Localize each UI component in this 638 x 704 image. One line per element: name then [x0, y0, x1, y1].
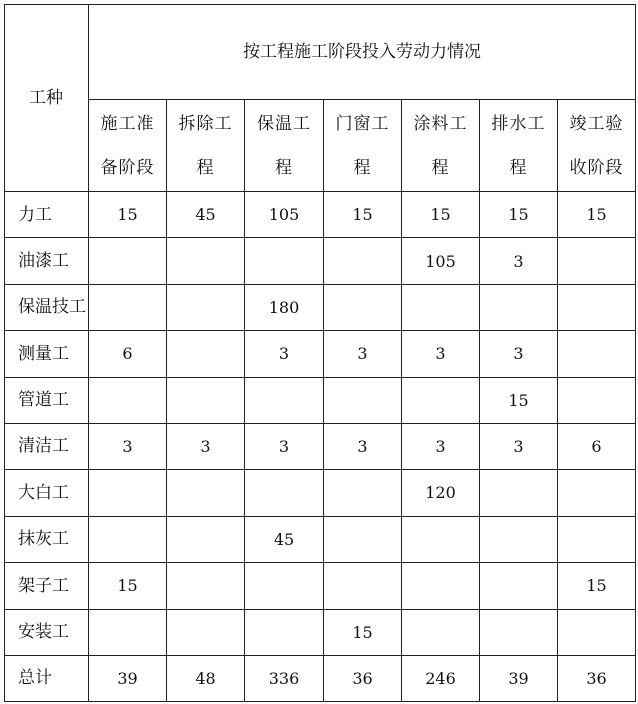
table-cell: 3	[480, 331, 558, 377]
phase-header-label: 门窗工程	[335, 113, 390, 178]
table-cell: 3	[402, 423, 480, 469]
table-cell	[480, 563, 558, 609]
table-cell	[402, 516, 480, 562]
table-cell	[167, 331, 245, 377]
table-cell	[167, 609, 245, 655]
table-cell: 15	[324, 192, 402, 238]
phase-header	[167, 100, 245, 192]
table-cell	[480, 609, 558, 655]
phase-header	[558, 100, 636, 192]
table-cell	[480, 516, 558, 562]
table-cell	[167, 284, 245, 330]
table-cell: 45	[167, 192, 245, 238]
table-cell: 180	[245, 284, 324, 330]
table-cell: 105	[402, 238, 480, 284]
table-cell: 6	[89, 331, 167, 377]
total-label: 总计	[5, 655, 89, 701]
phase-header-label: 涂料工程	[413, 113, 468, 178]
trade-label: 力工	[5, 192, 89, 238]
table-cell: 15	[558, 563, 636, 609]
trade-label: 油漆工	[5, 238, 89, 284]
table-row	[5, 238, 636, 284]
table-cell	[558, 238, 636, 284]
table-row	[5, 284, 636, 330]
table-cell	[402, 377, 480, 423]
total-cell: 336	[245, 655, 324, 701]
phase-header	[480, 100, 558, 192]
phase-header-label: 排水工程	[491, 113, 546, 178]
table-cell: 120	[402, 470, 480, 516]
total-row	[5, 655, 636, 701]
table-cell: 15	[402, 192, 480, 238]
table-cell	[402, 284, 480, 330]
phase-header	[89, 100, 167, 192]
table-cell	[89, 470, 167, 516]
table-cell: 6	[558, 423, 636, 469]
table-cell	[480, 284, 558, 330]
total-cell: 39	[89, 655, 167, 701]
trade-label: 抹灰工	[5, 516, 89, 562]
table-title-row	[5, 5, 636, 100]
table-cell	[245, 470, 324, 516]
table-cell	[89, 284, 167, 330]
table-row	[5, 563, 636, 609]
table-row	[5, 516, 636, 562]
table-cell	[480, 470, 558, 516]
table-cell	[402, 563, 480, 609]
table-cell: 3	[89, 423, 167, 469]
total-cell: 39	[480, 655, 558, 701]
table-cell	[89, 609, 167, 655]
table-cell: 3	[324, 331, 402, 377]
table-cell: 3	[480, 423, 558, 469]
trade-label: 大白工	[5, 470, 89, 516]
table-cell	[89, 238, 167, 284]
table-cell	[558, 470, 636, 516]
table-cell: 3	[480, 238, 558, 284]
phase-header-row	[5, 100, 636, 192]
table-cell	[558, 516, 636, 562]
table-cell	[324, 563, 402, 609]
trade-label: 架子工	[5, 563, 89, 609]
trade-label: 清洁工	[5, 423, 89, 469]
table-cell	[167, 238, 245, 284]
total-cell: 36	[558, 655, 636, 701]
table-cell	[167, 470, 245, 516]
trade-label: 管道工	[5, 377, 89, 423]
table-cell	[324, 470, 402, 516]
phase-header	[324, 100, 402, 192]
table-cell	[402, 609, 480, 655]
phase-header-label: 保温工程	[257, 113, 311, 178]
phase-header-label: 拆除工程	[178, 113, 233, 178]
phase-header-label: 施工准备阶段	[100, 113, 155, 178]
trade-label: 测量工	[5, 331, 89, 377]
table-row	[5, 377, 636, 423]
table-cell: 15	[480, 192, 558, 238]
trade-label: 安装工	[5, 609, 89, 655]
table-cell	[245, 377, 324, 423]
table-cell	[558, 284, 636, 330]
table-cell	[558, 331, 636, 377]
trade-column-header: 工种	[5, 5, 89, 192]
labor-force-table	[4, 4, 636, 702]
table-cell: 15	[324, 609, 402, 655]
total-cell: 246	[402, 655, 480, 701]
table-cell	[167, 516, 245, 562]
table-title: 按工程施工阶段投入劳动力情况	[89, 5, 636, 100]
table-cell: 15	[480, 377, 558, 423]
phase-header	[245, 100, 324, 192]
table-cell	[324, 516, 402, 562]
table-cell: 3	[402, 331, 480, 377]
table-row	[5, 609, 636, 655]
total-cell: 48	[167, 655, 245, 701]
table-cell	[324, 377, 402, 423]
total-cell: 36	[324, 655, 402, 701]
table-cell	[245, 563, 324, 609]
table-cell: 3	[324, 423, 402, 469]
table-cell	[324, 238, 402, 284]
table-cell: 3	[167, 423, 245, 469]
table-cell: 15	[89, 563, 167, 609]
table-row	[5, 331, 636, 377]
table-cell: 3	[245, 423, 324, 469]
table-row	[5, 470, 636, 516]
table-cell: 105	[245, 192, 324, 238]
phase-header-label: 竣工验收阶段	[569, 113, 624, 178]
table-row	[5, 192, 636, 238]
table-cell	[167, 563, 245, 609]
phase-header	[402, 100, 480, 192]
table-cell	[89, 377, 167, 423]
data-rows	[5, 192, 636, 656]
table-cell: 15	[89, 192, 167, 238]
table-cell: 15	[558, 192, 636, 238]
table-cell: 3	[245, 331, 324, 377]
table-cell	[245, 238, 324, 284]
table-cell	[89, 516, 167, 562]
table-cell	[558, 377, 636, 423]
table-row	[5, 423, 636, 469]
table-cell	[324, 284, 402, 330]
table-cell	[167, 377, 245, 423]
table-cell	[558, 609, 636, 655]
trade-label: 保温技工	[5, 284, 89, 330]
table-cell: 45	[245, 516, 324, 562]
table-cell	[245, 609, 324, 655]
